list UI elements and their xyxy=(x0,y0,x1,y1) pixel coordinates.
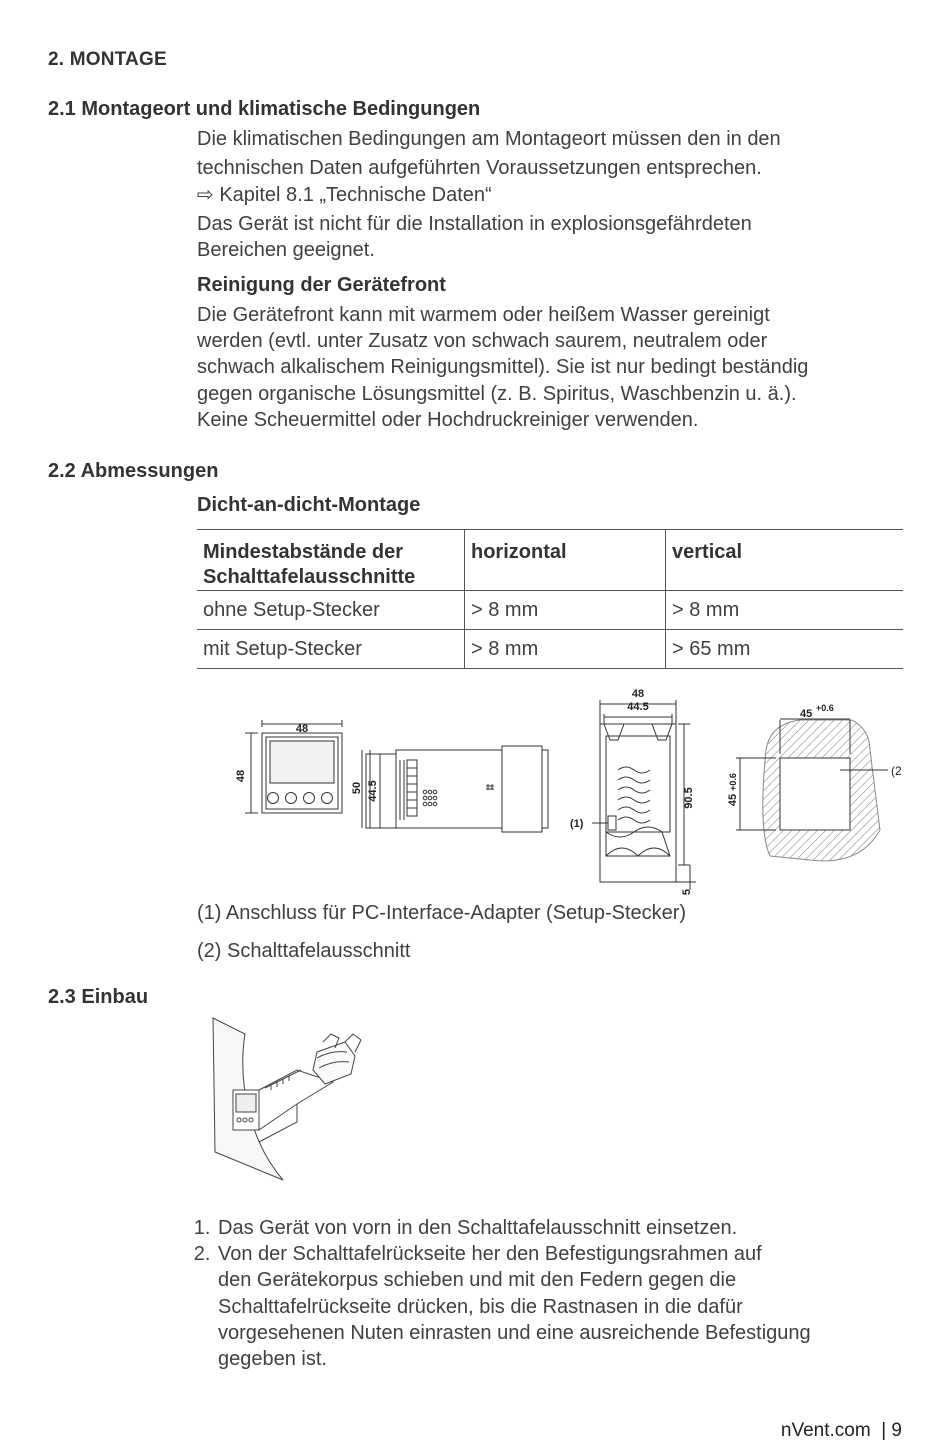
caption-setup-plug: (1) Anschluss für PC-Interface-Adapter (Setup-Stecker) xyxy=(197,902,687,924)
caption-panel-cutout: (2) Schalttafelausschnitt xyxy=(197,940,411,962)
section-2-1-title: 2.1 Montageort und klimatische Bedingungen xyxy=(48,98,481,120)
side-view xyxy=(362,746,548,832)
dim-tolerance: +0.6 xyxy=(816,703,834,713)
top-view xyxy=(592,700,696,890)
text-line: Schalttafelrückseite drücken, bis die Rastnasen in die dafür xyxy=(218,1295,743,1318)
text-line: Die klimatischen Bedingungen am Montageort müssen den in den xyxy=(197,128,781,150)
text-line: Keine Scheuermittel oder Hochdruckreiniger verwenden. xyxy=(197,408,699,431)
table-header-cell: vertical xyxy=(666,530,904,591)
chapter-reference-link[interactable]: ⇨ Kapitel 8.1 „Technische Daten“ xyxy=(197,184,492,207)
dim-label: 48 xyxy=(295,723,309,735)
text-line: Bereichen geeignet. xyxy=(197,238,375,261)
text-line: Das Gerät ist nicht für die Installation in explosionsgefährdeten xyxy=(197,212,752,235)
section-2-1-text xyxy=(197,126,907,263)
text-line: 2. Von der Schalttafelrückseite her den Befestigungsrahmen auf xyxy=(218,1243,762,1266)
dim-label: 48 xyxy=(235,769,247,783)
text-line: den Gerätekorpus schieben und mit den Federn gegen die xyxy=(218,1269,737,1292)
text-line: vorgesehenen Nuten einrasten und eine ausreichende Befestigung xyxy=(218,1321,811,1344)
text-line: Die Gerätefront kann mit warmem oder heißem Wasser gereinigt xyxy=(197,304,770,326)
text-line: technischen Daten aufgeführten Voraussetzungen entsprechen. xyxy=(197,157,762,180)
dim-label: 44.5 xyxy=(367,780,379,802)
section-2-3-title: 2.3 Einbau xyxy=(48,986,149,1008)
cleaning-text xyxy=(197,302,907,433)
connector-callout: (1) xyxy=(570,818,584,830)
table-header-cell: Mindestabstände der Schalttafelausschnitte xyxy=(197,530,465,591)
page-footer: nVent.com | 9 xyxy=(780,1420,902,1441)
dim-label: 90.5 xyxy=(683,787,695,809)
cutout-callout: (2 xyxy=(891,764,902,778)
dim-label: 44.5 xyxy=(627,701,649,713)
text-line: werden (evtl. unter Zusatz von schwach saurem, neutralem oder xyxy=(197,330,768,353)
close-mounting-title: Dicht-an-dicht-Montage xyxy=(197,494,421,516)
installation-steps xyxy=(192,1215,916,1372)
table-header-cell: horizontal xyxy=(465,530,666,591)
panel-cutout-view xyxy=(736,719,888,861)
table-cell: > 8 mm xyxy=(666,591,904,630)
table-cell: > 65 mm xyxy=(666,630,904,669)
dim-label: 45 xyxy=(800,708,813,720)
table-row xyxy=(197,591,903,630)
front-view xyxy=(245,720,342,813)
text-line: gegeben ist. xyxy=(218,1348,327,1371)
table-header-row xyxy=(197,530,903,591)
list-item xyxy=(216,1215,916,1241)
section-2-2-title: 2.2 Abmessungen xyxy=(48,460,219,482)
spacing-table xyxy=(197,529,903,669)
dimension-drawing xyxy=(0,680,950,895)
chapter-heading: 2. MONTAGE xyxy=(48,49,167,70)
installation-illustration xyxy=(205,1012,370,1187)
table-cell: > 8 mm xyxy=(465,591,666,630)
table-cell: > 8 mm xyxy=(465,630,666,669)
text-line: gegen organische Lösungsmittel (z. B. Spiritus, Waschbenzin u. ä.). xyxy=(197,382,797,405)
dim-label: 45 xyxy=(727,793,739,807)
dim-label: 48 xyxy=(631,688,645,700)
text-line: 1. Das Gerät von vorn in den Schalttafelausschnitt einsetzen. xyxy=(218,1217,738,1239)
list-item xyxy=(216,1241,916,1372)
dim-label: 5 xyxy=(681,888,693,895)
dim-label: 50 xyxy=(351,781,363,795)
table-cell: mit Setup-Stecker xyxy=(197,630,465,669)
table-cell: ohne Setup-Stecker xyxy=(197,591,465,630)
cleaning-title: Reinigung der Gerätefront xyxy=(197,274,446,296)
table-row xyxy=(197,630,903,669)
dim-tolerance: +0.6 xyxy=(728,773,738,791)
text-line: schwach alkalischem Reinigungsmittel). Sie ist nur bedingt beständig xyxy=(197,356,809,379)
